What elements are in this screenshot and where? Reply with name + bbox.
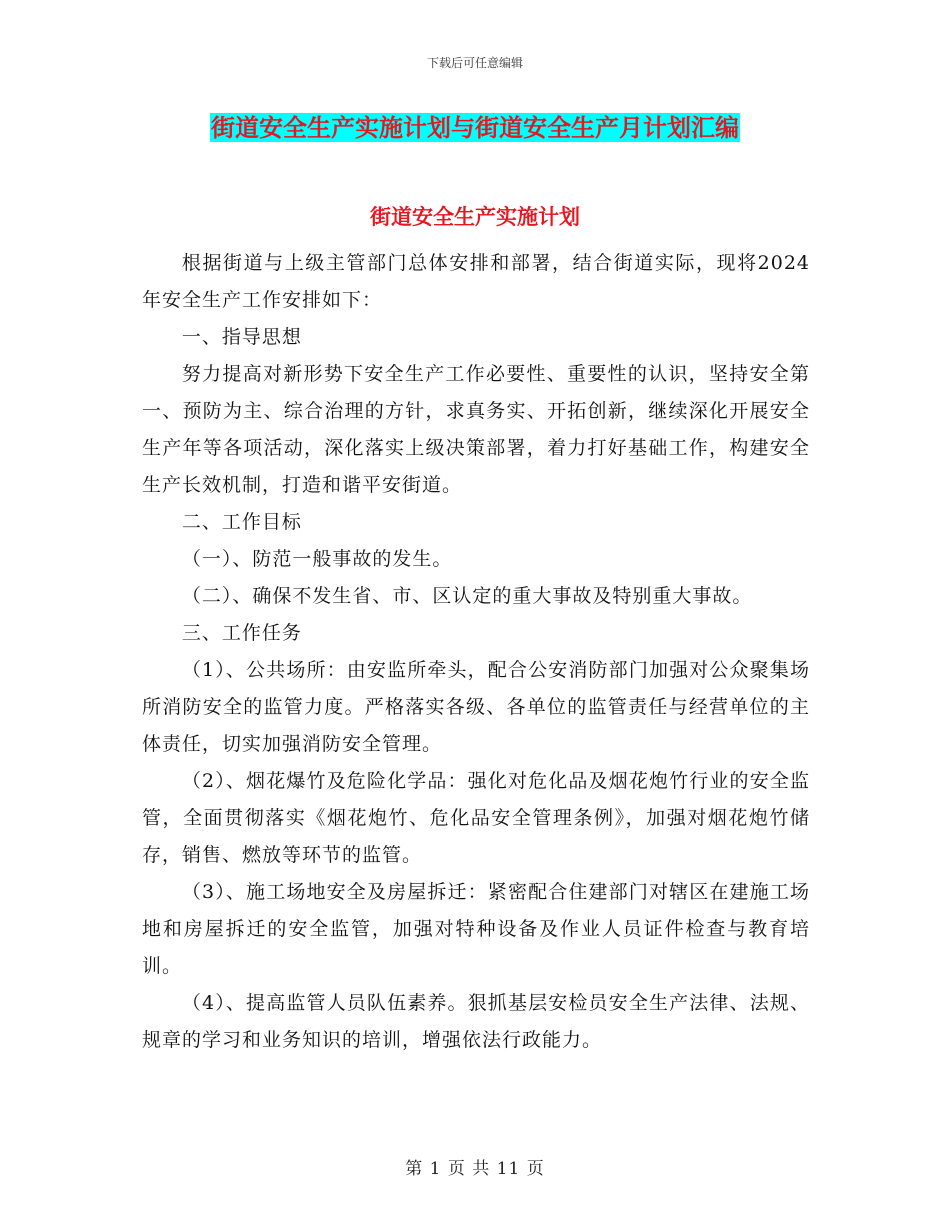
page-number: 第 1 页 共 11 页 bbox=[405, 1159, 545, 1179]
guiding-thought-paragraph: 努力提高对新形势下安全生产工作必要性、重要性的认识，坚持安全第一、预防为主、综合治理的方针，求真务实、开拓创新，继续深化开展安全生产年等各项活动，深化落实上级决策部署，着力打好基础工作，构建安全生产长效机制，打造和谐平安街道。 bbox=[142, 363, 810, 496]
heading-work-goals: 二、工作目标 bbox=[181, 511, 302, 533]
section-title: 街道安全生产实施计划 bbox=[370, 204, 580, 229]
task-item-3: （3）、施工场地安全及房屋拆迁：紧密配合住建部门对辖区在建施工场地和房屋拆迁的安全监管，加强对特种设备及作业人员证件检查与教育培训。 bbox=[142, 881, 810, 977]
task-item-2: （2）、烟花爆竹及危险化学品：强化对危化品及烟花炮竹行业的安全监管，全面贯彻落实《烟花炮竹、危化品安全管理条例》，加强对烟花炮竹储存，销售、燃放等环节的监管。 bbox=[142, 770, 810, 866]
heading-guiding-thought: 一、指导思想 bbox=[181, 326, 302, 348]
document-body bbox=[142, 245, 810, 1059]
goal-item-2: （二）、确保不发生省、市、区认定的重大事故及特别重大事故。 bbox=[181, 585, 753, 607]
document-title bbox=[0, 112, 950, 144]
intro-paragraph: 根据街道与上级主管部门总体安排和部署，结合街道实际，现将2024年安全生产工作安排如下： bbox=[142, 252, 810, 311]
task-item-1: （1）、公共场所：由安监所牵头，配合公安消防部门加强对公众聚集场所消防安全的监管力度。严格落实各级、各单位的监管责任与经营单位的主体责任，切实加强消防安全管理。 bbox=[142, 659, 810, 755]
goal-item-1: （一）、防范一般事故的发生。 bbox=[181, 548, 453, 570]
document-title-text: 街道安全生产实施计划与街道安全生产月计划汇编 bbox=[211, 113, 739, 142]
task-item-4: （4）、提高监管人员队伍素养。狠抓基层安检员安全生产法律、法规、规章的学习和业务知识的培训，增强依法行政能力。 bbox=[142, 992, 810, 1051]
heading-work-tasks: 三、工作任务 bbox=[181, 622, 302, 644]
page-header-note: 下载后可任意编辑 bbox=[426, 56, 523, 70]
